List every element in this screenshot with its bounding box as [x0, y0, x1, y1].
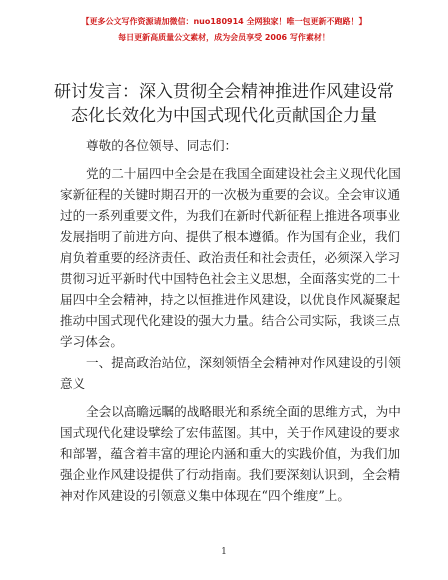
- section-heading-1: 一、提高政治站位，深刻领悟全会精神对作风建设的引领: [86, 355, 401, 370]
- paragraph-1-line: 过的一系列重要文件，为我们在新时代新征程上推进各项事业: [60, 208, 401, 223]
- paragraph-1-line: 党的二十届四中全会是在我国全面建设社会主义现代化国: [86, 166, 401, 181]
- paragraph-1-line: 届四中全会精神，持之以恒推进作风建设，以优良作风凝聚起: [60, 292, 401, 307]
- paragraph-2-line: 全会以高瞻远瞩的战略眼光和系统全面的思维方式，为中: [86, 404, 401, 419]
- document-title-line-1: 研讨发言：深入贯彻全会精神推进作风建设常: [54, 82, 394, 102]
- paragraph-2-line: 神对作风建设的引领意义集中体现在“四个维度”上。: [60, 488, 350, 503]
- paragraph-1-line: 发展指明了前进方向、提供了根本遵循。作为国有企业，我们: [60, 229, 401, 244]
- salutation: 尊敬的各位领导、同志们：: [86, 138, 238, 153]
- paragraph-1-line: 肩负着重要的经济责任、政治责任和社会责任，必须深入学习: [60, 250, 401, 265]
- paragraph-2-line: 和部署，蕴含着丰富的理论内涵和重大的实践价值，为我们加: [60, 446, 401, 461]
- paragraph-2-line: 国式现代化建设擘绘了宏伟蓝图。其中，关于作风建设的要求: [60, 425, 401, 440]
- paragraph-1-line: 学习体会。: [60, 334, 123, 349]
- promo-banner-line-2: 每日更新高质量公文素材，成为会员享受 2006 写作素材！: [118, 33, 330, 42]
- paragraph-1-line: 贯彻习近平新时代中国特色社会主义思想，全面落实党的二十: [60, 271, 401, 286]
- page-number: 1: [221, 547, 227, 557]
- paragraph-1-line: 家新征程的关键时期召开的一次极为重要的会议。全会审议通: [60, 187, 401, 202]
- promo-banner-line-1: 【更多公文写作资源请加微信：nuo180914 全网独家！唯一包更新不跑路！】: [81, 17, 367, 26]
- document-title-line-2: 态化长效化为中国式现代化贡献国企力量: [71, 106, 377, 126]
- paragraph-2-line: 强企业作风建设提供了行动指南。我们要深刻认识到，全会精: [60, 467, 401, 482]
- section-heading-1-continued: 意义: [60, 376, 86, 391]
- paragraph-1-line: 推动中国式现代化建设的强大力量。结合公司实际，我谈三点: [60, 313, 401, 328]
